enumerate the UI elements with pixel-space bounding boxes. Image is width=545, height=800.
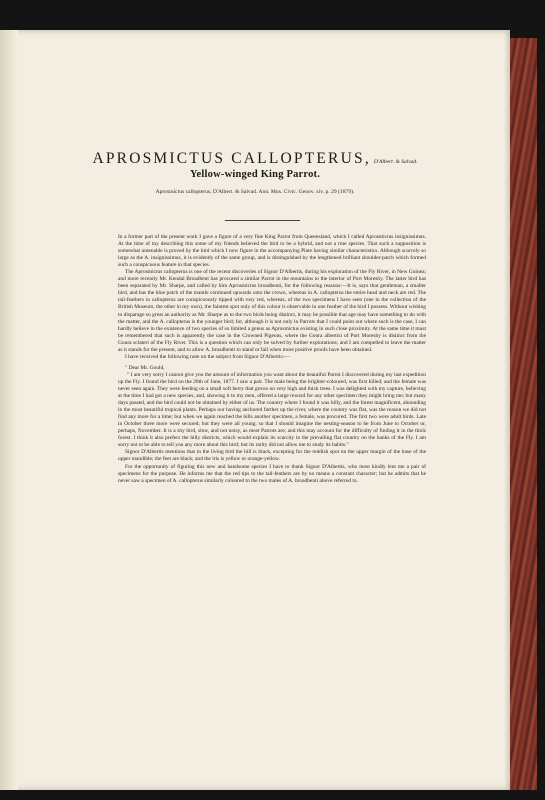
book-binding — [510, 38, 537, 790]
letter-salutation: " Dear Mr. Gould, — [125, 364, 165, 371]
paragraph: I have received the following note on the subject from Signor D'Albertis:— — [125, 353, 290, 360]
synonym-citation: Aprosmictus callopterus, D'Albert. & Salvad. Ann. Mus. Civic. Genov. xiv. p. 29 (1879). — [155, 189, 355, 195]
section-divider — [225, 220, 300, 221]
paragraph: The Aprosmictus callopterus is one of the recent discoveries of Signor D'Albertis, during his exploration of the Fly River, in New Guinea; and more recently Mr. Kendal Broadbent has procured a similar Parrot in the mountains to the interior of Port Moresby. The latter bird has been separated by Mr. Sharpe, and called by him Aprosmictus broadbenti, for the following reasons:—It is, says that gentleman, a smaller bird, and has the blue patch of the mantle continued upwards onto the crown, whereas in A. callopterus the entire head and neck are red. The tail-feathers in callopterus are conspicuously tipped with rosy red, whereas, of the two specimens I have seen (one in the collection of the British Museum, the other in my own), the faintest spot only of this colour is observable in one feather of the bird I possess. Without wishing to disparage so great an authority as Mr. Sharpe as to the two birds being distinct, it may be possible that age may have something to do with the matter, and the A. callopterus is the younger bird; for, although it is not only in Parrots that I could point out where such is the case, I can hardly believe in the existence of two species of so limited a genus as Aprosmictus existing in such close proximity. At the same time it must be remembered that such is apparently the case in the Crowned Pigeons, where the Goura albertisi of Port Moresby is distinct from the Goura sclateri of the Fly River. This is a question which can only be solved by further explorations; and I am compelled to leave the matter as it stands for the present, and to allow A. broadbenti to stand or fall when more positive proofs have been obtained. — [118, 269, 426, 353]
species-title — [0, 150, 510, 168]
common-name: Yellow-winged King Parrot. — [189, 169, 321, 180]
paragraph: For the opportunity of figuring this new and handsome species I have to thank Signor D'Albertis, who most kindly lent me a pair of specimens for the purpose. He informs me that the red tips to the tail-feathers are by no means a constant character; but he admits that he never saw a specimen of A. callopterus similarly coloured to the two males of A. broadbenti above referred to. — [118, 463, 426, 484]
page-gutter — [0, 30, 18, 790]
paragraph: In a former part of the present work I gave a figure of a very fine King Parrot from Queensland, which I called Aprosmictus insignissimus. At the time of my describing this some of my friends believed the bird to be a hybrid, and not a true species. That such a supposition is somewhat untenable is proved by the bird which I now figure in the accompanying Plate having similar characteristics. Although scarcely so large as the A. insignissimus, it is evidently of the same group, and is distinguished by the lengthened brilliant shoulder-patch which formed such a conspicuous feature in that species. — [118, 234, 426, 269]
species-authority: D'Albert. & Salvad. — [373, 159, 418, 165]
species-name: APROSMICTUS CALLOPTERUS, — [92, 150, 371, 167]
letter-body: " I am very sorry I cannot give you the amount of information you want about the beautiful Parrot I discovered during my last expedition up the Fly. I found the bird on the 28th of June, 1877. I saw a pair. The male being the brighter-coloured, was first killed; and the female was never seen again. They were feeding on a small soft berry that grows on very high and thick trees. I was delighted with my capture, believing at the time I had got a new species, and, showing it to my men, offered a large reward for any other specimen they might bring me; but many days passed, and the bird could not be obtained by either of us. The country where I found it was hilly, and the forest magnificent, abounding in the most beautiful tropical plants. Perhaps our having anchored further up the river, where the country was flat, was the reason we did not find any more for a time; but when we again reached the hills another specimen, a female, was procured. The first two were adult birds. Late in October three more were secured; but they were all young; so that I should imagine the nesting-season to be from June to October or, perhaps, November. It is a shy bird, slow, and not noisy, as most Parrots are; and this may account for the difficulty of finding it in the thick forest. I think it also prefers the hilly districts, which would explain its scarcity in the prevailing flat country on the banks of the Fly. I am sorry not to be able to tell you any more about this bird; but its rarity did not allow me to study its habits." — [118, 371, 426, 449]
article-body — [118, 234, 426, 485]
paragraph: Signor D'Albertis mentions that in the living bird the bill is black, excepting for the reddish spot on the upper margin of the base of the upper mandible; the feet are black; and the iris is yellow or orange-yellow. — [118, 449, 426, 463]
book-page — [0, 30, 510, 790]
